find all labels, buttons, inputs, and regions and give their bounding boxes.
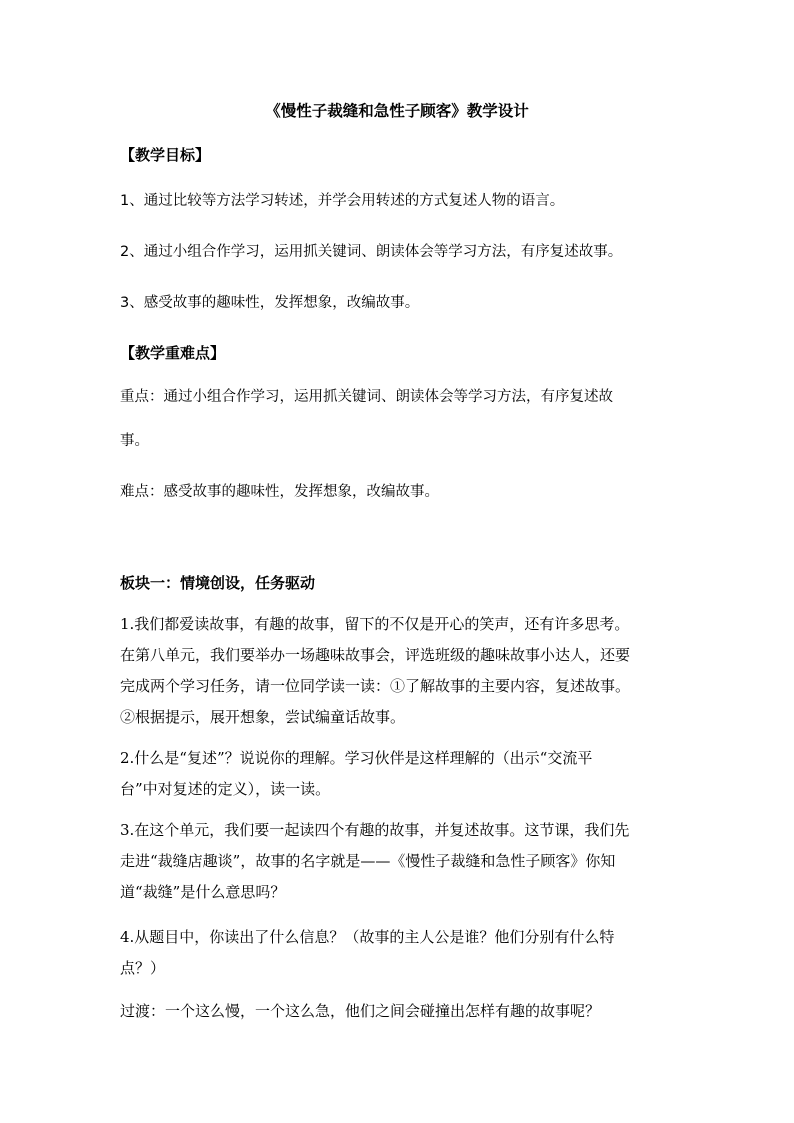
difficulty-line: 难点：感受故事的趣味性，发挥想象，改编故事。 bbox=[120, 484, 439, 500]
block1-heading: 板块一：情境创设，任务驱动 bbox=[120, 574, 316, 592]
paragraph-line: 3.在这个单元，我们要一起读四个有趣的故事，并复述故事。这节课，我们先 bbox=[120, 821, 630, 839]
keypoints-heading: 【教学重难点】 bbox=[120, 344, 226, 362]
block1-paragraph-3 bbox=[120, 815, 680, 908]
paragraph-line: 台”中对复述的定义），读一读。 bbox=[120, 780, 331, 798]
paragraph-line: 1.我们都爱读故事，有趣的故事，留下的不仅是开心的笑声，还有许多思考。 bbox=[120, 615, 630, 633]
document-title: 《慢性子裁缝和急性子顾客》教学设计 bbox=[265, 101, 529, 120]
block1-paragraph-2 bbox=[120, 743, 680, 805]
focus-line-2: 事。 bbox=[120, 433, 149, 449]
objective-item-3: 3、感受故事的趣味性，发挥想象，改编故事。 bbox=[120, 295, 420, 311]
objectives-heading: 【教学目标】 bbox=[120, 146, 211, 164]
paragraph-line: ②根据提示，展开想象，尝试编童话故事。 bbox=[120, 708, 406, 726]
paragraph-line: 走进“裁缝店趣谈”，故事的名字就是——《慢性子裁缝和急性子顾客》你知 bbox=[120, 852, 616, 870]
block1-paragraph-1 bbox=[120, 609, 680, 733]
objective-item-1: 1、通过比较等方法学习转述，并学会用转述的方式复述人物的语言。 bbox=[120, 193, 565, 209]
objective-item-2: 2、通过小组合作学习，运用抓关键词、朗读体会等学习方法，有序复述故事。 bbox=[120, 244, 623, 260]
paragraph-line: 点？） bbox=[120, 959, 166, 977]
block1-paragraph-4 bbox=[120, 922, 680, 984]
paragraph-line: 在第八单元，我们要举办一场趣味故事会，评选班级的趣味故事小达人，还要 bbox=[120, 646, 631, 664]
paragraph-line: 道“裁缝”是什么意思吗？ bbox=[120, 883, 286, 901]
paragraph-line: 4.从题目中，你读出了什么信息？（故事的主人公是谁？他们分别有什么特 bbox=[120, 928, 615, 946]
focus-line-1: 重点：通过小组合作学习，运用抓关键词、朗读体会等学习方法，有序复述故 bbox=[120, 389, 613, 405]
transition-line: 过渡：一个这么慢，一个这么急，他们之间会碰撞出怎样有趣的故事呢？ bbox=[120, 1002, 601, 1020]
paragraph-line: 完成两个学习任务，请一位同学读一读：①了解故事的主要内容，复述故事。 bbox=[120, 677, 631, 695]
paragraph-line: 2.什么是“复述”？说说你的理解。学习伙伴是这样理解的（出示“交流平 bbox=[120, 749, 593, 767]
